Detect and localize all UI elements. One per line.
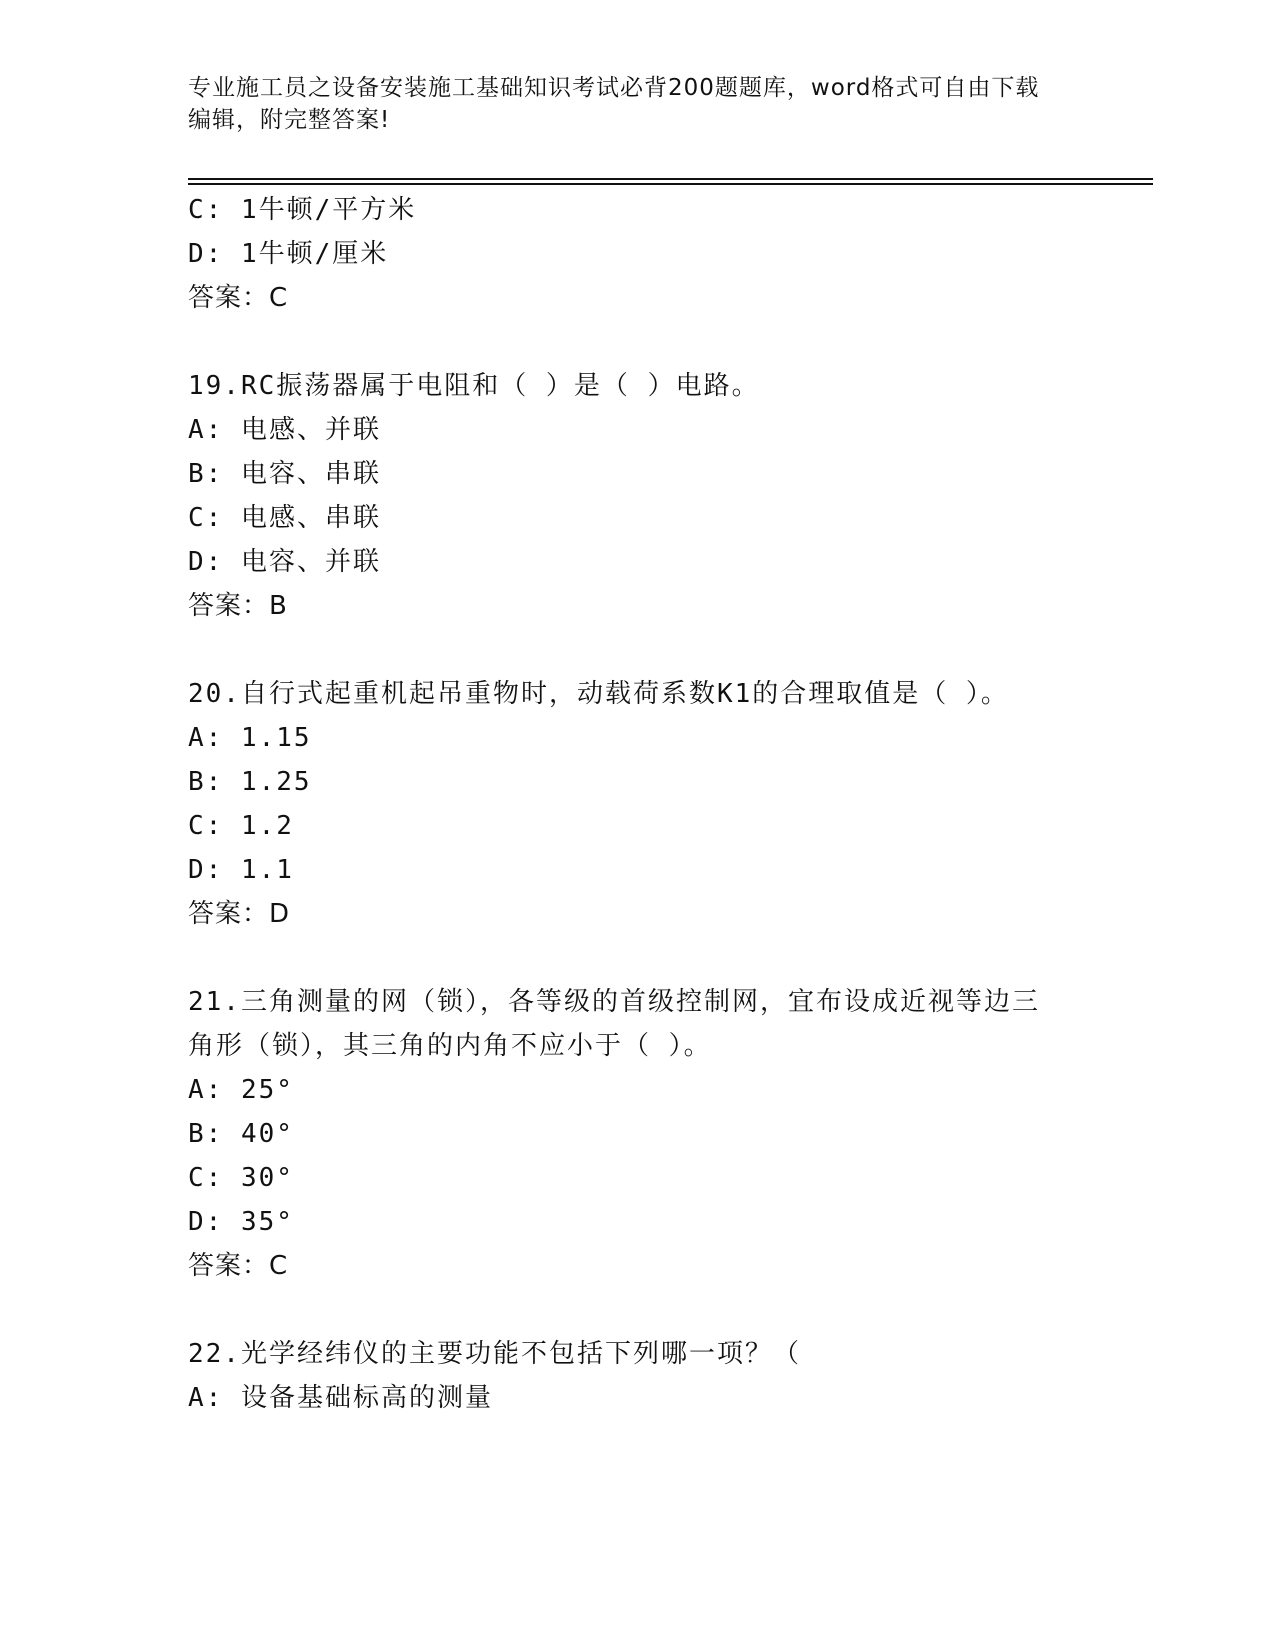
- header-divider-bottom: [188, 183, 1153, 185]
- q21-option-b: B: 40°: [188, 1119, 294, 1149]
- q18-option-d: D: 1牛顿/厘米: [188, 239, 389, 269]
- q19-option-a: A: 电感、并联: [188, 415, 381, 445]
- q22-stem: 22.光学经纬仪的主要功能不包括下列哪一项？（: [188, 1339, 801, 1369]
- q20-option-d: D: 1.1: [188, 855, 294, 885]
- header-line-2: 编辑，附完整答案!: [188, 107, 391, 133]
- q20-option-a: A: 1.15: [188, 723, 312, 753]
- q20-option-b: B: 1.25: [188, 767, 312, 797]
- q19-option-b: B: 电容、串联: [188, 459, 381, 489]
- q18-option-c: C: 1牛顿/平方米: [188, 195, 417, 225]
- document-header: [188, 72, 1088, 136]
- q21-stem-line-2: 角形（锁），其三角的内角不应小于（ ）。: [188, 1031, 712, 1061]
- header-divider-top: [188, 178, 1153, 180]
- q19-option-d: D: 电容、并联: [188, 547, 381, 577]
- q20-option-c: C: 1.2: [188, 811, 294, 841]
- q19-stem: 19.RC振荡器属于电阻和（ ）是（ ）电路。: [188, 371, 760, 401]
- q20-answer: 答案：D: [188, 899, 291, 929]
- q18-answer: 答案：C: [188, 283, 289, 313]
- q20-stem: 20.自行式起重机起吊重物时，动载荷系数K1的合理取值是（ ）。: [188, 679, 1009, 709]
- q19-option-c: C: 电感、串联: [188, 503, 381, 533]
- q21-stem-line-1: 21.三角测量的网（锁），各等级的首级控制网，宜布设成近视等边三: [188, 987, 1040, 1017]
- q21-option-a: A: 25°: [188, 1075, 294, 1105]
- header-line-1: 专业施工员之设备安装施工基础知识考试必背200题题库，word格式可自由下载: [188, 75, 1040, 101]
- q19-answer: 答案：B: [188, 591, 288, 621]
- q22-option-a: A: 设备基础标高的测量: [188, 1383, 493, 1413]
- q21-option-d: D: 35°: [188, 1207, 294, 1237]
- q21-option-c: C: 30°: [188, 1163, 294, 1193]
- q21-answer: 答案：C: [188, 1251, 289, 1281]
